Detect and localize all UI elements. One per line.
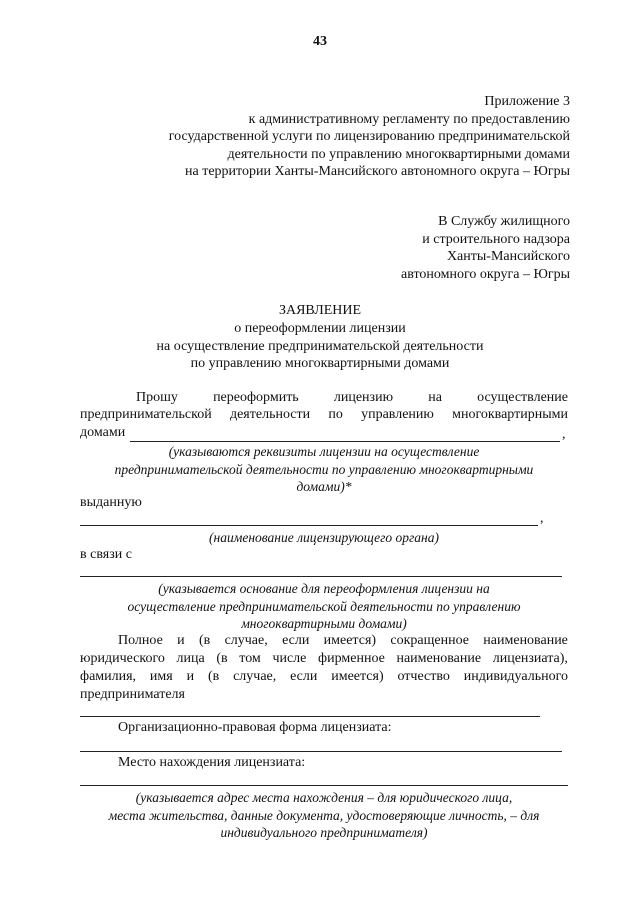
request-line-2 [80, 407, 568, 423]
word: имеется) [323, 633, 377, 648]
word: сокращенное [390, 633, 469, 648]
word: на [428, 390, 442, 405]
word: переоформить [213, 390, 299, 405]
name-field-line [80, 716, 540, 717]
word: случае, [233, 669, 277, 684]
word: Полное [118, 633, 163, 648]
legal-form-field-line [80, 751, 562, 752]
comma: , [562, 427, 566, 442]
addressee-line: автономного округа – Югры [401, 266, 570, 282]
word: и [186, 669, 195, 684]
subtitle-line: по управлению многоквартирными домами [190, 356, 450, 371]
word: лицензиата), [492, 651, 568, 666]
word: наименование [483, 633, 568, 648]
word: наименование [396, 651, 482, 666]
hint-line: (указываются реквизиты лицензии на осуществление [168, 444, 480, 459]
request-line-3: домами [80, 425, 126, 440]
subtitle-line: на осуществление предпринимательской деятельности [156, 338, 484, 354]
word: имеется) [331, 669, 384, 684]
hint-reason [80, 580, 568, 633]
word: юридического [80, 651, 165, 666]
word: предпринимательской [80, 407, 212, 422]
hint-line: осуществление предпринимательской деятельности по управлению [127, 598, 521, 614]
hint-line: многоквартирными домами) [241, 616, 407, 631]
request-line-1 [136, 390, 568, 406]
word: отчество [397, 669, 450, 684]
appendix-line: деятельности по управлению многоквартирными домами [227, 146, 570, 162]
location-field-line [80, 785, 568, 786]
word: Прошу [136, 390, 178, 405]
hint-line: (указывается адрес места нахождения – для юридического лица, [135, 790, 513, 805]
hint-line: (указывается основание для переоформления лицензии на [158, 581, 490, 596]
appendix-header [169, 93, 570, 181]
issued-label: выданную [80, 495, 142, 510]
word: и [177, 633, 185, 648]
reason-field-line [80, 576, 562, 577]
name-para-line-2 [80, 651, 568, 667]
hint-line: индивидуального предпринимателя) [220, 825, 428, 840]
word: числе [272, 651, 307, 666]
word: управлению [361, 407, 434, 422]
appendix-line: на территории Ханты-Мансийского автономного округа – Югры [185, 164, 570, 179]
due-label: в связи с [80, 547, 132, 562]
appendix-line: государственной услуги по лицензированию предпринимательской [168, 129, 570, 144]
word: (в [198, 633, 211, 648]
word: если [282, 633, 310, 648]
hint-line: предпринимательской деятельности по управлению многоквартирными [114, 461, 534, 477]
location-label: Место нахождения лицензиата: [118, 755, 306, 770]
hint-authority: (наименование лицензирующего органа) [209, 530, 439, 545]
word: (в [207, 669, 220, 684]
word: осуществление [477, 390, 568, 405]
word: по [328, 407, 343, 422]
authority-field-line [80, 525, 538, 526]
word: фирменное [318, 651, 385, 666]
addressee-line: и строительного надзора [422, 231, 570, 247]
comma: , [540, 511, 544, 526]
word: многоквартирными [452, 407, 568, 422]
license-details-field-line [130, 441, 560, 442]
page-number: 43 [313, 34, 327, 49]
word: (в [216, 651, 228, 666]
hint-address [80, 789, 568, 842]
hint-license-details [80, 443, 568, 496]
hint-line: места жительства, данные документа, удостоверяющие личность, – для [108, 807, 540, 823]
document-subtitle [0, 320, 640, 373]
appendix-line: к административному регламенту по предоставлению [248, 111, 570, 127]
word: случае, [224, 633, 268, 648]
word: лицензию [333, 390, 394, 405]
word: фамилия, [80, 669, 137, 684]
addressee-block [401, 213, 570, 283]
legal-form-label: Организационно-правовая форма лицензиата: [118, 720, 392, 735]
addressee-line: Ханты-Мансийского [446, 249, 570, 264]
word: если [290, 669, 318, 684]
appendix-line: Приложение 3 [484, 94, 570, 109]
word: лица [176, 651, 205, 666]
word: том [239, 651, 261, 666]
word: имя [149, 669, 173, 684]
name-para-line-4: предпринимателя [80, 687, 185, 702]
name-para-line-1 [118, 633, 568, 649]
hint-line: домами)* [296, 479, 352, 494]
word: деятельности [229, 407, 311, 422]
subtitle-line: о переоформлении лицензии [234, 321, 406, 336]
document-title: ЗАЯВЛЕНИЕ [278, 303, 362, 318]
addressee-line: В Службу жилищного [438, 214, 570, 229]
word: индивидуального [463, 669, 568, 684]
name-para-line-3 [80, 669, 568, 685]
